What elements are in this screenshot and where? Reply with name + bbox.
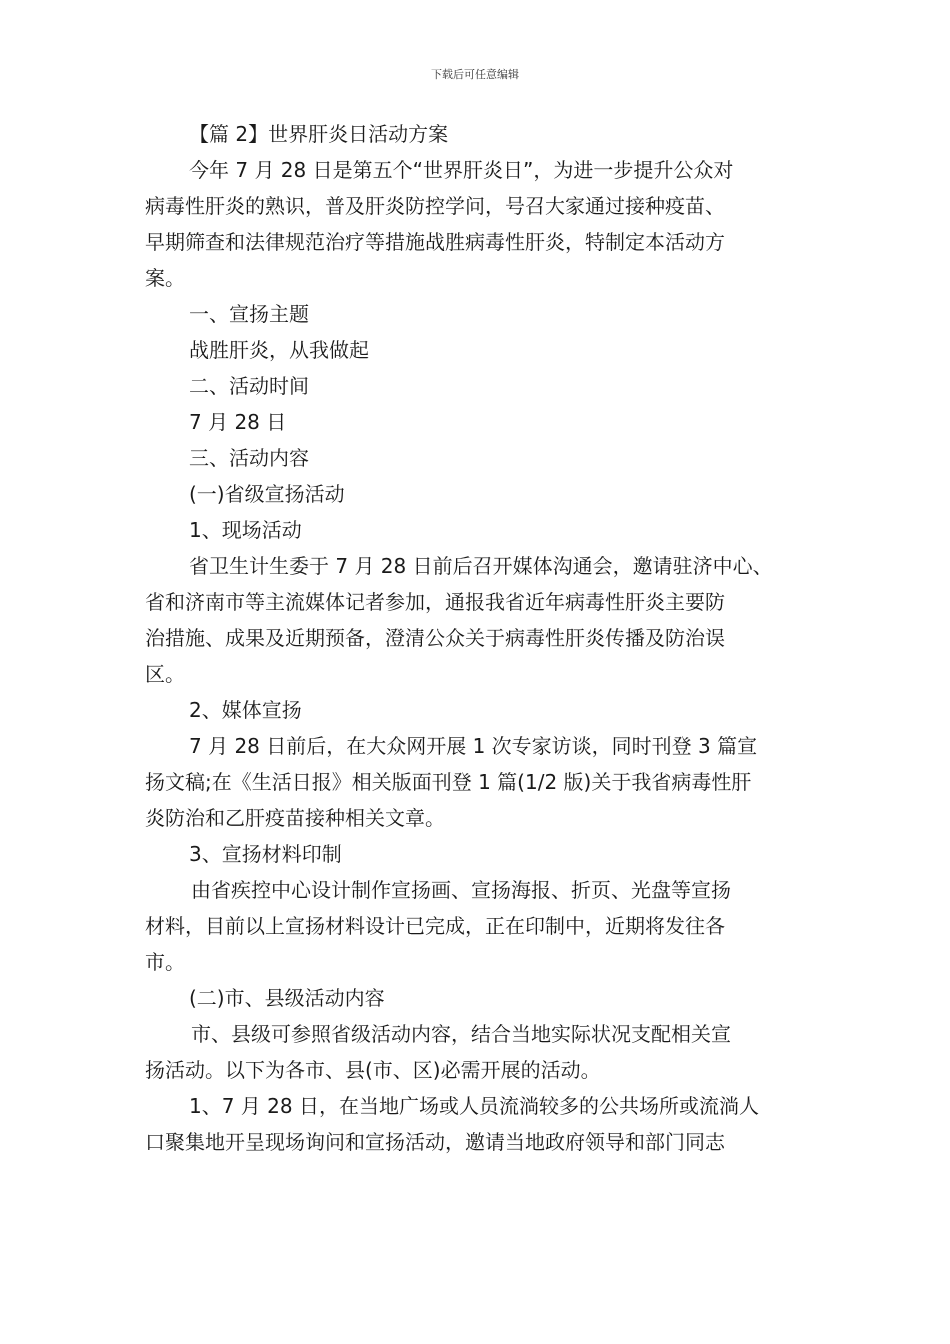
para2-line-2: 扬文稿;在《生活日报》相关版面刊登 1 篇(1/2 版)关于我省病毒性肝 [145,770,752,794]
intro-line-2: 病毒性肝炎的熟识，普及肝炎防控学问，号召大家通过接种疫苗、 [145,194,725,218]
para5-line-2: 口聚集地开呈现场询问和宣扬活动，邀请当地政府领导和部门同志 [145,1130,725,1154]
intro-line-4: 案。 [145,266,185,290]
para1-line-3: 治措施、成果及近期预备，澄清公众关于病毒性肝炎传播及防治误 [145,626,725,650]
page-header-note: 下载后可任意编辑 [431,68,519,81]
subheading-onsite: 1、现场活动 [189,518,302,542]
para4-line-2: 扬活动。以下为各市、县(市、区)必需开展的活动。 [145,1058,601,1082]
document-body [145,116,815,1160]
para5-line-1: 1、7 月 28 日，在当地广场或人员流淌较多的公共场所或流淌人 [189,1094,759,1118]
theme-text: 战胜肝炎，从我做起 [189,338,369,362]
para2-line-3: 炎防治和乙肝疫苗接种相关文章。 [145,806,445,830]
para1-line-2: 省和济南市等主流媒体记者参加，通报我省近年病毒性肝炎主要防 [145,590,725,614]
subheading-city-county: (二)市、县级活动内容 [189,986,385,1010]
para4-line-1: 市、县级可参照省级活动内容，结合当地实际状况支配相关宣 [191,1022,731,1046]
para3-line-2: 材料，目前以上宣扬材料设计已完成，正在印制中，近期将发往各 [145,914,725,938]
date-text: 7 月 28 日 [189,410,287,434]
subheading-provincial: (一)省级宣扬活动 [189,482,345,506]
para1-line-4: 区。 [145,662,185,686]
heading-content: 三、活动内容 [189,446,309,470]
para2-line-1: 7 月 28 日前后，在大众网开展 1 次专家访谈，同时刊登 3 篇宣 [189,734,758,758]
heading-time: 二、活动时间 [189,374,309,398]
heading-theme: 一、宣扬主题 [189,302,309,326]
document-title: 【篇 2】世界肝炎日活动方案 [189,122,449,146]
para3-line-3: 市。 [145,950,185,974]
subheading-materials: 3、宣扬材料印制 [189,842,342,866]
para1-line-1: 省卫生计生委于 7 月 28 日前后召开媒体沟通会，邀请驻济中心、 [189,554,773,578]
subheading-media: 2、媒体宣扬 [189,698,302,722]
para3-line-1: 由省疾控中心设计制作宣扬画、宣扬海报、折页、光盘等宣扬 [191,878,731,902]
intro-line-1: 今年 7 月 28 日是第五个“世界肝炎日”，为进一步提升公众对 [189,158,734,182]
intro-line-3: 早期筛查和法律规范治疗等措施战胜病毒性肝炎，特制定本活动方 [145,230,725,254]
